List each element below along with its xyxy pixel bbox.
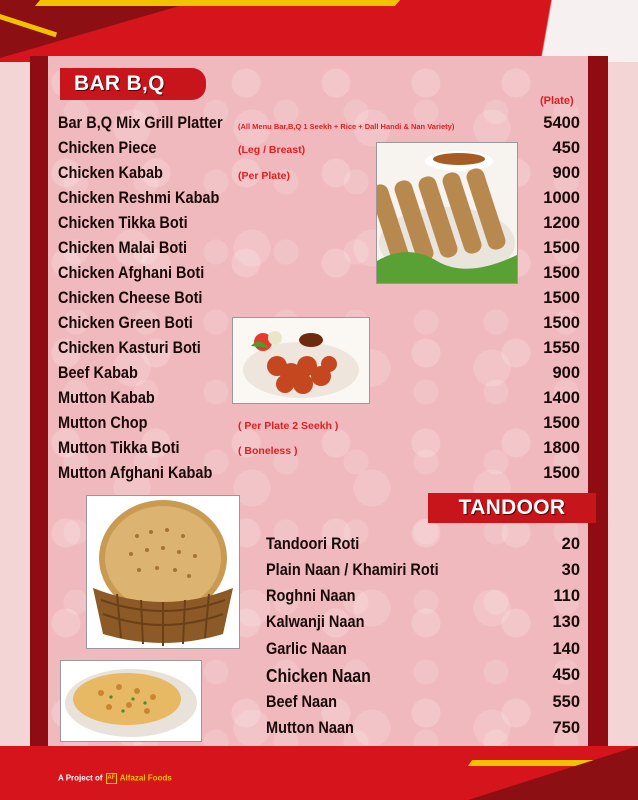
menu-item-price: 1500 (543, 289, 580, 307)
menu-item-name: Chicken Malai Boti (58, 239, 188, 257)
menu-item-name: Chicken Reshmi Kabab (58, 189, 220, 207)
menu-item-name: Chicken Tikka Boti (58, 214, 188, 232)
chicken-tikka-photo (232, 317, 370, 404)
menu-item-price: 1500 (543, 314, 580, 332)
menu-item-name: Chicken Piece (58, 139, 157, 157)
menu-item-price: 900 (552, 164, 580, 182)
garlic-naan-photo (60, 660, 202, 742)
menu-item-price: 900 (552, 364, 580, 382)
brand-logo-icon: AF (106, 773, 117, 784)
menu-item-name: Chicken Kasturi Boti (58, 339, 201, 357)
menu-item-price: 1500 (543, 414, 580, 432)
header-decor-white (498, 0, 638, 62)
menu-item-name: Chicken Kabab (58, 164, 163, 182)
menu-item-price: 5400 (543, 114, 580, 132)
tandoor-item-name: Mutton Naan (266, 719, 354, 737)
right-frame (588, 56, 608, 746)
menu-item-price: 1200 (543, 214, 580, 232)
menu-item-name: Mutton Tikka Boti (58, 439, 180, 457)
tandoor-item-name: Tandoori Roti (266, 535, 360, 553)
footer-decor-dark (468, 746, 638, 800)
naan-basket-photo (86, 495, 240, 649)
left-frame (30, 56, 50, 746)
menu-item-price: 1400 (543, 389, 580, 407)
menu-item-note: ( Boneless ) (238, 445, 298, 457)
menu-item-price: 1500 (543, 239, 580, 257)
menu-item-name: Bar B,Q Mix Grill Platter (58, 114, 223, 132)
bar-bq-heading: BAR B,Q (60, 68, 206, 100)
tandoor-item-name: Beef Naan (266, 693, 338, 711)
menu-item-note: ( Per Plate 2 Seekh ) (238, 420, 339, 432)
tandoor-item-price: 20 (561, 535, 580, 553)
menu-item-note: (All Menu Bar,B,Q 1 Seekh + Rice + Dall Handi & Nan Variety) (238, 122, 455, 131)
menu-item-name: Chicken Cheese Boti (58, 289, 203, 307)
menu-item-price: 1500 (543, 264, 580, 282)
menu-item-price: 1800 (543, 439, 580, 457)
menu-item-name: Mutton Afghani Kabab (58, 464, 213, 482)
tandoor-item-name: Chicken Naan (266, 666, 371, 686)
menu-item-name: Mutton Chop (58, 414, 148, 432)
menu-item-name: Chicken Green Boti (58, 314, 193, 332)
menu-item-name: Beef Kabab (58, 364, 138, 382)
header-decor-gold (35, 0, 400, 6)
footer-brand: Alfazal Foods (119, 773, 172, 783)
tandoor-item-name: Plain Naan / Khamiri Roti (266, 561, 439, 579)
tandoor-item-price: 750 (552, 719, 580, 737)
tandoor-item-price: 130 (552, 613, 580, 631)
menu-item-price: 1500 (543, 464, 580, 482)
tandoor-item-name: Kalwanji Naan (266, 613, 365, 631)
tandoor-item-price: 110 (553, 587, 580, 605)
menu-item-note: (Per Plate) (238, 170, 290, 182)
tandoor-item-price: 140 (552, 640, 580, 658)
menu-item-price: 1000 (543, 189, 580, 207)
footer-credit (58, 773, 172, 784)
menu-item-note: (Leg / Breast) (238, 144, 306, 156)
footer-prefix: A Project of (58, 773, 103, 783)
menu-item-name: Chicken Afghani Boti (58, 264, 205, 282)
tandoor-item-name: Roghni Naan (266, 587, 356, 605)
seekh-kebab-photo (376, 142, 518, 284)
plate-unit-label: (Plate) (540, 95, 574, 107)
tandoor-item-name: Garlic Naan (266, 640, 347, 658)
tandoor-heading: TANDOOR (428, 493, 596, 523)
tandoor-item-price: 450 (552, 666, 580, 684)
tandoor-item-price: 550 (552, 693, 580, 711)
menu-item-name: Mutton Kabab (58, 389, 155, 407)
menu-item-price: 1550 (543, 339, 580, 357)
menu-item-price: 450 (552, 139, 580, 157)
tandoor-item-price: 30 (561, 561, 580, 579)
